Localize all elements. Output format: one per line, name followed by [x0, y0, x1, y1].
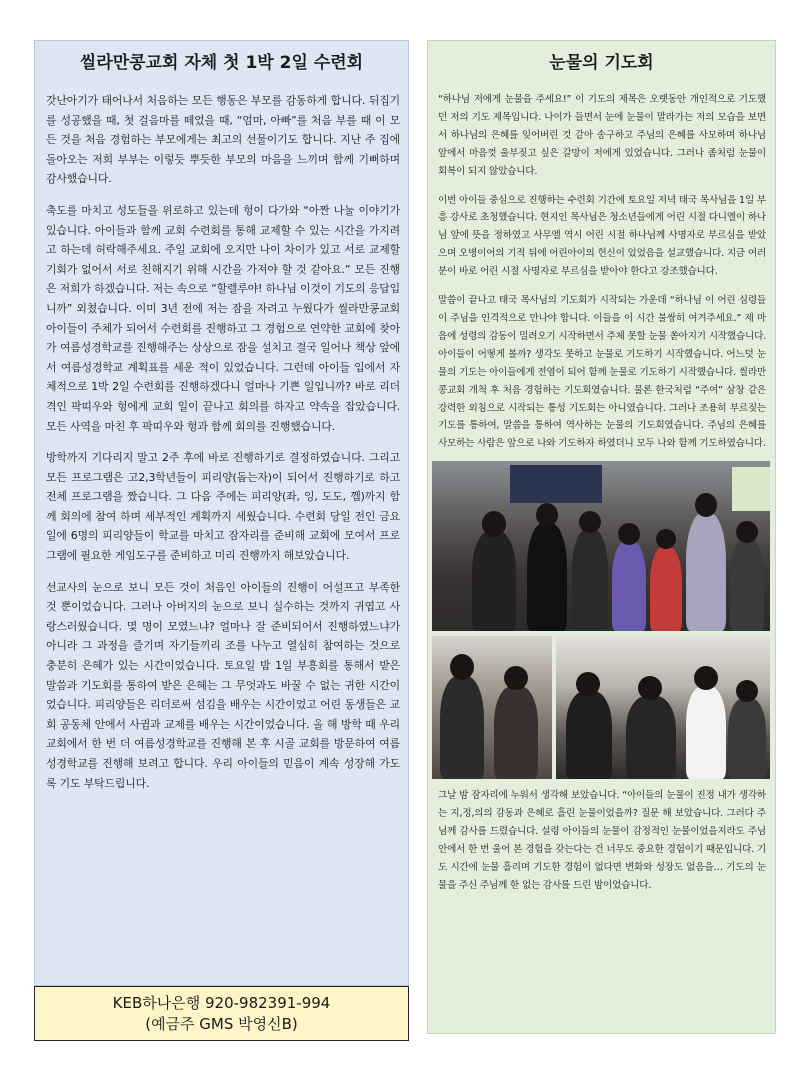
bank-account-holder: (예금주 GMS 박영신B) [145, 1015, 298, 1033]
person-figure [572, 529, 608, 631]
projector-screen [510, 465, 602, 503]
retreat-article-title: 씰라만콩교회 자체 첫 1박 2일 수련회 [79, 53, 364, 73]
person-figure [728, 698, 766, 779]
retreat-paragraph-2: 축도를 마치고 성도들을 위로하고 있는데 헝이 다가와 “아짠 나눌 이야기가 있습니다. 아이들과 함께 교회 수련회를 통해 교제할 수 있는 시간을 가지려고 하는데 허락해주세요. 주일 교회에 오지만 나이 차이가 있고 서로 교제할 기회가 없어서 서로 친해지기 위해 시간을 가져야 할 것 같아요.” 모든 진행은 저희가 하겠습니다. 저는 속으로 “할렐루야! 하나님 이것이 기도의 응답입니까” 외쳤습니다. 이미 3년 전에 저는 잠을 자려고 누웠다가 씰라만콩교회 아이들이 주체가 되어서 수련회를 진행하고 그 경험으로 연약한 교회에 찾아가 여름성경학교를 진행해주는 상상으로 잠을 설치고 결국 일어나 책상 앞에서 여름성경학교 계획표를 세운 적이 있었습니다. 그런데 아이들 입에서 자체적으로 1박 2일 수련회를 진행하겠다니 얼마나 기쁜 일입니까? 바로 리더격인 팍띠우와 헝에게 교회 일이 끝나고 회의를 하자고 약속을 잡았습니다. 모든 사역을 마친 후 팍띠우와 헝과 함께 회의를 진행했습니다. [46, 203, 400, 433]
person-figure [566, 691, 612, 779]
photo-collage [432, 461, 771, 779]
person-figure [686, 513, 726, 631]
tear-prayer-paragraph-2: 이번 아이들 중심으로 진행하는 수련회 기간에 토요일 저녁 태국 목사님을 1일 부흥 강사로 초청했습니다. 현지인 목사님은 청소년들에게 어린 시절 다니엘이 하나님 앞에 뜻을 정하였고 사무엘 역시 어린 시절 하나님께 사명자로 부르심을 받았으며 오병이어의 기적 뒤에 어린아이의 헌신이 있었음을 설교했습니다. 지금 여러분이 바로 어린 시절 사명자로 부르심을 받아야 한다고 강조했습니다. [438, 194, 766, 278]
person-figure [650, 547, 682, 631]
person-figure [527, 523, 567, 631]
retreat-paragraph-1: 갓난아기가 태어나서 처음하는 모든 행동은 부모를 감동하게 합니다. 뒤집기를 성공했을 때, 첫 걸음마를 떼었을 때, “엄마, 아빠”를 처음 부를 때 이 모든 것을 처음 경험하는 부모에게는 최고의 선물이기도 합니다. 지난 주 집에 돌아오는 저희 부부는 이렇듯 뿌듯한 부모의 마음을 느끼며 함께 기뻐하며 감사했습니다. [46, 94, 400, 186]
prayer-photo-left [432, 636, 552, 779]
tear-prayer-paragraph-3: 말씀이 끝나고 태국 목사님의 기도회가 시작되는 가운데 “하나님 이 어린 심령들이 주님을 인격적으로 만나야 합니다. 이들을 이 시간 불쌍히 여겨주세요.” 제 마음에 성령의 감동이 밀려오기 시작하면서 주체 못할 눈물 쏟아지기 시작했습니다. 아이들이 어떻게 볼까? 생각도 못하고 눈물로 기도하기 시작했습니다. 어느덧 눈물의 기도는 아이들에게 전염이 되어 함께 눈물로 기도하기 시작했습니다. 씰라만콩교회 개척 후 처음 경험하는 기도회였습니다. 물론 한국처럼 “주여” 삼창 같은 강력한 외침으로 시작되는 통성 기도회는 아니였습니다. 그러나 조용히 부르짖는 기도를 통하여, 말씀을 통하여 역사하는 눈물의 기도회였습니다. 주님의 은혜를 사모하는 사람은 앞으로 나와 기도하자 하였더니 모두 나와 함께 기도하였습니다. [438, 295, 766, 450]
person-head [656, 529, 676, 549]
tear-prayer-article [427, 40, 776, 1034]
prayer-photo-right [556, 636, 770, 779]
person-figure [440, 676, 484, 779]
person-figure [686, 686, 726, 779]
retreat-paragraph-3: 방학까지 기다리지 말고 2주 후에 바로 진행하기로 결정하였습니다. 그리고 모든 프로그램은 고2,3학년들이 피리양(돕는자)이 되어서 진행하기로 하고 전체 프로그램을 짰습니다. 그 다음 주에는 피리양(좌, 잉, 도도, 껨)까지 함께 회의에 참여 하며 세부적인 계획까지 세웠습니다. 수련회 당일 전인 금요일에 6명의 피리양들이 학교를 마치고 잠자리를 준비해 교회에 모여서 프로그램에 필요한 게임도구를 준비하고 미리 진행까지 해보았습니다. [46, 451, 400, 563]
bank-account-box [34, 986, 409, 1041]
tear-prayer-paragraph-1: “하나님 저에게 눈물을 주세요!” 이 기도의 제목은 오랫동안 개인적으로 기도했던 저의 기도 제목입니다. 나이가 들면서 눈에 눈물이 말라가는 저의 모습을 보면서 하나님의 은혜를 잊어버린 것 같아 송구하고 주님의 은혜를 사모하며 하나님 앞에서 마음껏 울부짖고 싶은 갈망이 저에게 있었습니다. 그러나 좀처럼 눈물이 회복이 되지 않았습니다. [438, 94, 766, 177]
group-photo [432, 461, 770, 631]
person-figure [626, 696, 676, 779]
tear-prayer-paragraph-4: 그날 밤 잠자리에 누워서 생각해 보았습니다. “아이들의 눈물이 진정 내가 생각하는 지,정,의의 감동과 은혜로 흘린 눈물이었을까? 질문 해 보았습니다. 그러다 주님께 감사를 드렸습니다. 설령 아이들의 눈물이 감정적인 눈물이었을지라도 주님안에서 한 번 울어 본 경험을 갖는다는 건 너무도 중요한 경험이기 때문입니다. 기도 시간에 눈물 흘리며 기도한 경험이 없다면 변화와 성장도 없음을… 기도의 눈물을 주신 주님께 한 없는 감사를 드린 밤이었습니다. [438, 790, 766, 891]
person-figure [612, 541, 646, 631]
person-figure [730, 539, 764, 631]
tear-prayer-title: 눈물의 기도회 [549, 53, 654, 73]
person-figure [472, 531, 516, 631]
bank-account-number: KEB하나은행 920-982391-994 [112, 994, 331, 1012]
retreat-paragraph-4: 선교사의 눈으로 보니 모든 것이 처음인 아이들의 진행이 어설프고 부족한 것 뿐이었습니다. 그러나 아버지의 눈으로 보니 실수하는 것까지 귀엽고 사랑스러웠습니다. 몇 명이 모였느냐? 얼마나 잘 준비되어서 진행하였느냐가 아니라 그 과정을 즐기며 자기들끼리 조를 나누고 열심히 참여하는 것으로 충분히 은혜가 있는 시간이었습니다. 토요일 밤 1일 부흥회를 통해서 받은 말씀과 기도회를 통하여 받은 은혜는 그 무엇과도 바꿀 수 없는 귀한 시간이었습니다. 피리양들은 리더로써 섬김을 배우는 시간이었고 어린 동생들은 교회 공동체 안에서 사귐과 교제를 배우는 시간이었습니다. 올 해 방학 때 우리 교회에서 한 번 더 여름성경학교를 진행해 본 후 시골 교회를 방문하여 여름 성경학교를 진행해 보려고 합니다. 우리 아이들의 믿음이 계속 성장해 가도록 기도 부탁드립니다. [46, 580, 400, 790]
retreat-article [34, 40, 409, 986]
person-figure [494, 686, 538, 779]
wall-banner [732, 467, 770, 511]
